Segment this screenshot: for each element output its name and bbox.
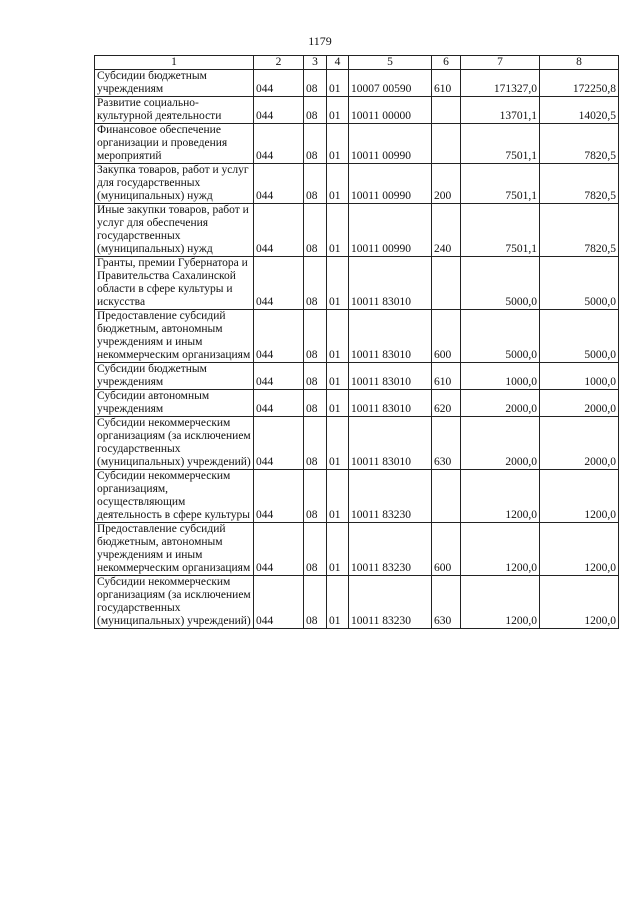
target-article-code: 10011 83010	[349, 363, 432, 390]
expense-type-code	[432, 470, 461, 523]
ved-code: 044	[254, 97, 304, 124]
row-name: Гранты, премии Губернатора и Правительства Сахалинской области в сфере культуры и искусства	[95, 257, 254, 310]
amount-year-1: 1200,0	[461, 576, 540, 629]
row-name: Закупка товаров, работ и услуг для государственных (муниципальных) нужд	[95, 164, 254, 204]
column-header: 4	[327, 56, 349, 70]
column-header: 6	[432, 56, 461, 70]
ved-code: 044	[254, 310, 304, 363]
expense-type-code: 600	[432, 523, 461, 576]
amount-year-1: 171327,0	[461, 70, 540, 97]
section-code: 08	[304, 164, 327, 204]
target-article-code: 10011 00990	[349, 124, 432, 164]
table-row	[95, 164, 619, 204]
ved-code: 044	[254, 70, 304, 97]
subsection-code: 01	[327, 390, 349, 417]
table-row	[95, 470, 619, 523]
row-name: Иные закупки товаров, работ и услуг для обеспечения государственных (муниципальных) нужд	[95, 204, 254, 257]
column-header: 1	[95, 56, 254, 70]
subsection-code: 01	[327, 417, 349, 470]
expense-type-code: 620	[432, 390, 461, 417]
target-article-code: 10011 83010	[349, 257, 432, 310]
amount-year-2: 2000,0	[540, 390, 619, 417]
target-article-code: 10011 83230	[349, 576, 432, 629]
ved-code: 044	[254, 523, 304, 576]
column-header: 3	[304, 56, 327, 70]
expense-type-code: 630	[432, 576, 461, 629]
amount-year-2: 5000,0	[540, 257, 619, 310]
ved-code: 044	[254, 124, 304, 164]
amount-year-1: 7501,1	[461, 204, 540, 257]
row-name: Финансовое обеспечение организации и проведения мероприятий	[95, 124, 254, 164]
target-article-code: 10011 83010	[349, 310, 432, 363]
subsection-code: 01	[327, 204, 349, 257]
amount-year-2: 7820,5	[540, 164, 619, 204]
section-code: 08	[304, 70, 327, 97]
amount-year-2: 14020,5	[540, 97, 619, 124]
ved-code: 044	[254, 363, 304, 390]
row-name: Развитие социально-культурной деятельности	[95, 97, 254, 124]
amount-year-1: 13701,1	[461, 97, 540, 124]
row-name: Предоставление субсидий бюджетным, автономным учреждениям и иным некоммерческим организациям	[95, 310, 254, 363]
amount-year-2: 5000,0	[540, 310, 619, 363]
expense-type-code: 200	[432, 164, 461, 204]
amount-year-1: 2000,0	[461, 390, 540, 417]
amount-year-2: 7820,5	[540, 204, 619, 257]
target-article-code: 10011 83230	[349, 470, 432, 523]
row-name: Субсидии некоммерческим организациям (за исключением государственных (муниципальных) учреждений)	[95, 417, 254, 470]
target-article-code: 10011 83010	[349, 417, 432, 470]
amount-year-1: 1200,0	[461, 523, 540, 576]
amount-year-2: 7820,5	[540, 124, 619, 164]
amount-year-2: 172250,8	[540, 70, 619, 97]
expense-type-code	[432, 257, 461, 310]
expense-type-code: 600	[432, 310, 461, 363]
ved-code: 044	[254, 164, 304, 204]
subsection-code: 01	[327, 97, 349, 124]
amount-year-2: 1200,0	[540, 523, 619, 576]
section-code: 08	[304, 523, 327, 576]
expense-type-code: 240	[432, 204, 461, 257]
expense-type-code	[432, 97, 461, 124]
ved-code: 044	[254, 257, 304, 310]
table-row	[95, 70, 619, 97]
row-name: Предоставление субсидий бюджетным, автономным учреждениям и иным некоммерческим организациям	[95, 523, 254, 576]
amount-year-1: 2000,0	[461, 417, 540, 470]
amount-year-2: 1200,0	[540, 576, 619, 629]
section-code: 08	[304, 124, 327, 164]
amount-year-1: 7501,1	[461, 164, 540, 204]
section-code: 08	[304, 97, 327, 124]
amount-year-1: 1000,0	[461, 363, 540, 390]
row-name: Субсидии некоммерческим организациям (за исключением государственных (муниципальных) учреждений)	[95, 576, 254, 629]
header-row	[95, 56, 619, 70]
subsection-code: 01	[327, 523, 349, 576]
section-code: 08	[304, 204, 327, 257]
row-name: Субсидии некоммерческим организациям, осуществляющим деятельность в сфере культуры	[95, 470, 254, 523]
row-name: Субсидии бюджетным учреждениям	[95, 363, 254, 390]
table-row	[95, 257, 619, 310]
table-row	[95, 390, 619, 417]
ved-code: 044	[254, 390, 304, 417]
column-header: 8	[540, 56, 619, 70]
section-code: 08	[304, 363, 327, 390]
table-row	[95, 97, 619, 124]
section-code: 08	[304, 310, 327, 363]
target-article-code: 10011 83230	[349, 523, 432, 576]
subsection-code: 01	[327, 363, 349, 390]
ved-code: 044	[254, 204, 304, 257]
subsection-code: 01	[327, 164, 349, 204]
subsection-code: 01	[327, 310, 349, 363]
table-row	[95, 363, 619, 390]
page-number: 1179	[308, 34, 332, 48]
amount-year-1: 1200,0	[461, 470, 540, 523]
row-name: Субсидии бюджетным учреждениям	[95, 70, 254, 97]
target-article-code: 10011 00000	[349, 97, 432, 124]
column-header: 2	[254, 56, 304, 70]
target-article-code: 10011 00990	[349, 164, 432, 204]
target-article-code: 10007 00590	[349, 70, 432, 97]
budget-table	[94, 55, 619, 629]
subsection-code: 01	[327, 576, 349, 629]
table-row	[95, 417, 619, 470]
ved-code: 044	[254, 417, 304, 470]
amount-year-2: 1000,0	[540, 363, 619, 390]
expense-type-code: 610	[432, 70, 461, 97]
subsection-code: 01	[327, 124, 349, 164]
amount-year-2: 2000,0	[540, 417, 619, 470]
target-article-code: 10011 00990	[349, 204, 432, 257]
subsection-code: 01	[327, 470, 349, 523]
expense-type-code: 610	[432, 363, 461, 390]
column-header: 5	[349, 56, 432, 70]
table-row	[95, 310, 619, 363]
table-row	[95, 124, 619, 164]
ved-code: 044	[254, 576, 304, 629]
table-row	[95, 204, 619, 257]
table-row	[95, 523, 619, 576]
amount-year-1: 5000,0	[461, 310, 540, 363]
amount-year-2: 1200,0	[540, 470, 619, 523]
section-code: 08	[304, 257, 327, 310]
expense-type-code: 630	[432, 417, 461, 470]
section-code: 08	[304, 390, 327, 417]
ved-code: 044	[254, 470, 304, 523]
target-article-code: 10011 83010	[349, 390, 432, 417]
subsection-code: 01	[327, 70, 349, 97]
column-header: 7	[461, 56, 540, 70]
expense-type-code	[432, 124, 461, 164]
amount-year-1: 7501,1	[461, 124, 540, 164]
row-name: Субсидии автономным учреждениям	[95, 390, 254, 417]
section-code: 08	[304, 417, 327, 470]
section-code: 08	[304, 576, 327, 629]
section-code: 08	[304, 470, 327, 523]
table-row	[95, 576, 619, 629]
subsection-code: 01	[327, 257, 349, 310]
amount-year-1: 5000,0	[461, 257, 540, 310]
